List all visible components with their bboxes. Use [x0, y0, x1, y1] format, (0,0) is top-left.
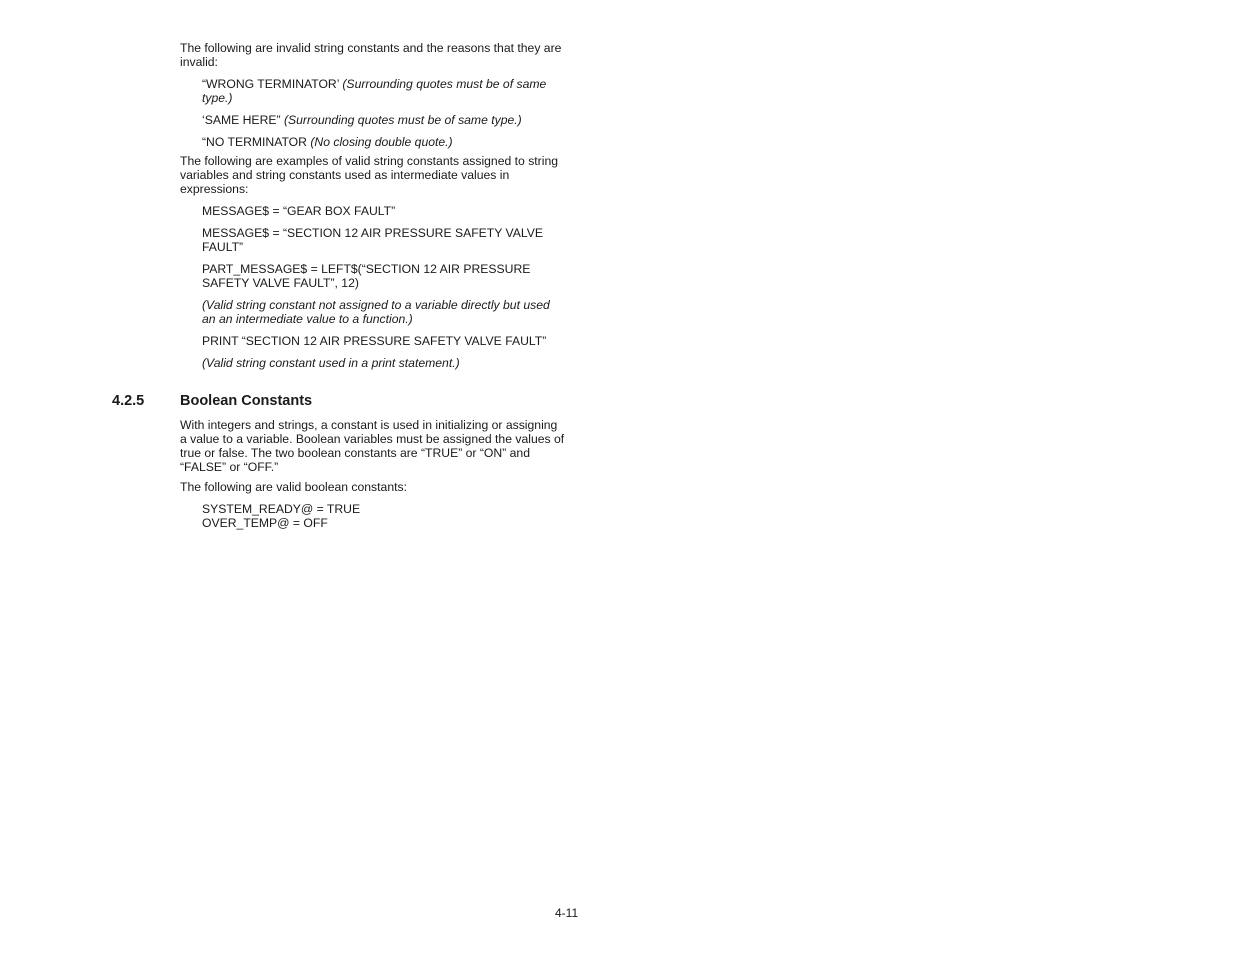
boolean-intro-paragraph: With integers and strings, a constant is used in initializing or assigning a value to a variable. Boolean variables must be assigned the values of true or false. The two boolean constants are “TRUE” or “ON” and “FALSE” or “OFF.”	[180, 418, 565, 474]
section-title: Boolean Constants	[180, 393, 313, 409]
valid-example-3: PART_MESSAGE$ = LEFT$(“SECTION 12 AIR PRESSURE SAFETY VALVE FAULT”, 12)	[202, 262, 531, 290]
section-number: 4.2.5	[112, 393, 145, 409]
invalid-example-1-note: (Surrounding quotes must be of same type.)	[202, 77, 547, 105]
note-intermediate: (Valid string constant not assigned to a variable directly but used an an intermediate value to a function.)	[202, 298, 550, 326]
invalid-example-2	[202, 113, 565, 127]
print-example: PRINT “SECTION 12 AIR PRESSURE SAFETY VALVE FAULT”	[202, 334, 547, 348]
boolean-example-2: OVER_TEMP@ = OFF	[202, 516, 328, 530]
note-print: (Valid string constant used in a print statement.)	[202, 356, 460, 370]
invalid-example-2-note: (Surrounding quotes must be of same type.)	[283, 113, 522, 127]
invalid-example-1-code: “WRONG TERMINATOR’	[202, 77, 343, 91]
invalid-example-3	[202, 135, 565, 149]
valid-example-1: MESSAGE$ = “GEAR BOX FAULT”	[202, 204, 396, 218]
invalid-example-3-code: “NO TERMINATOR	[202, 135, 311, 149]
valid-example-2: MESSAGE$ = “SECTION 12 AIR PRESSURE SAFETY VALVE FAULT”	[202, 226, 544, 254]
boolean-valid-intro: The following are valid boolean constants:	[180, 480, 407, 494]
boolean-example-1: SYSTEM_READY@ = TRUE	[202, 502, 361, 516]
valid-intro-paragraph: The following are examples of valid string constants assigned to string variables and string constants used as intermediate values in expressions:	[180, 154, 559, 196]
invalid-example-1	[202, 77, 565, 105]
page-number: 4-11	[555, 906, 579, 920]
invalid-intro-paragraph: The following are invalid string constants and the reasons that they are invalid:	[180, 41, 562, 69]
invalid-example-3-note: (No closing double quote.)	[310, 135, 453, 149]
invalid-example-2-code: ‘SAME HERE”	[202, 113, 284, 127]
